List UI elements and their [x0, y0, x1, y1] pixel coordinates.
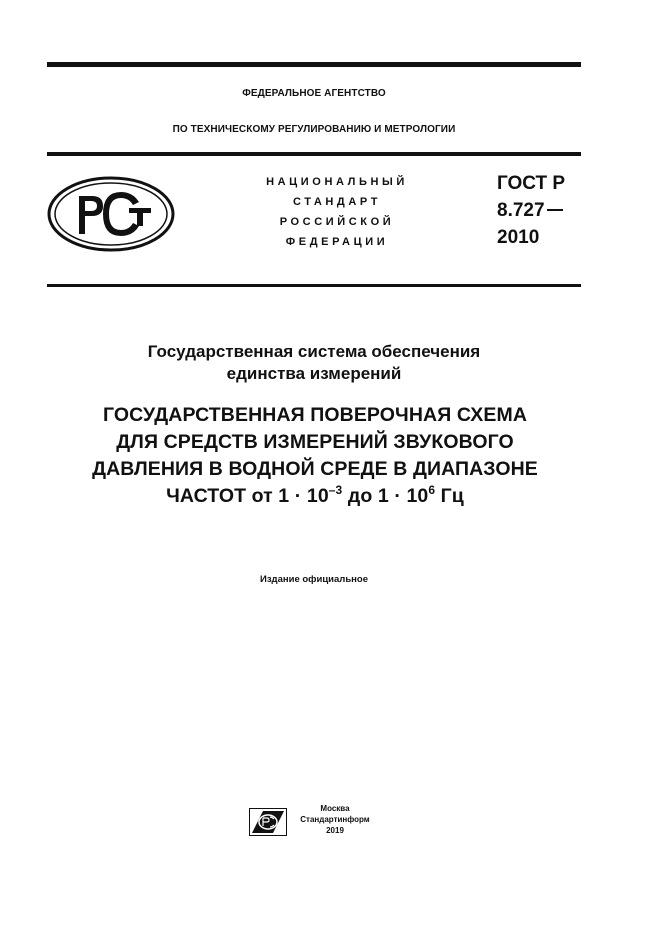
code-dash: [547, 209, 563, 211]
standard-type-line4: ФЕДЕРАЦИИ: [285, 236, 389, 248]
title-line1: ГОСУДАРСТВЕННАЯ ПОВЕРОЧНАЯ СХЕМА: [102, 404, 528, 426]
standard-code-line3: 2010: [497, 227, 540, 248]
document-title: [40, 402, 590, 510]
middle-rule: [47, 152, 581, 156]
bottom-rule: [47, 284, 581, 287]
title-line4-part1: ЧАСТОТ от 1 · 10: [166, 485, 329, 507]
agency-name-line2: ПО ТЕХНИЧЕСКОМУ РЕГУЛИРОВАНИЮ И МЕТРОЛОГИИ: [172, 124, 456, 135]
publisher-name: Стандартинформ: [300, 815, 370, 824]
title-line3: ДАВЛЕНИЯ В ВОДНОЙ СРЕДЕ В ДИАПАЗОНЕ: [92, 458, 538, 480]
title-exponent-1: –3: [328, 482, 343, 497]
standard-code-line2-wrap: [497, 197, 565, 224]
standard-type-line1: НАЦИОНАЛЬНЫЙ: [266, 176, 408, 188]
standartinform-logo-icon: [249, 808, 287, 836]
standard-code: [497, 170, 565, 251]
standard-code-line1: ГОСТ Р: [497, 173, 566, 194]
edition-note: Издание официальное: [260, 574, 368, 585]
title-line4: [40, 483, 590, 510]
title-line4-part3: Гц: [435, 485, 464, 507]
title-line2: ДЛЯ СРЕДСТВ ИЗМЕРЕНИЙ ЗВУКОВОГО: [116, 431, 514, 453]
publisher-city: Москва: [320, 804, 350, 813]
standard-type-line2: СТАНДАРТ: [292, 196, 382, 208]
top-rule: [47, 62, 581, 67]
title-line4-part2: до 1 · 10: [342, 485, 429, 507]
title-exponent-2: 6: [428, 482, 436, 497]
document-subtitle: [47, 341, 581, 385]
gost-r-emblem-icon: [47, 176, 175, 252]
subtitle-line1: Государственная система обеспечения: [147, 342, 481, 361]
agency-name-line1: ФЕДЕРАЛЬНОЕ АГЕНТСТВО: [242, 88, 386, 99]
standard-type-line3: РОССИЙСКОЙ: [279, 216, 395, 228]
standard-code-line2: 8.727: [497, 200, 545, 221]
standard-type: [232, 172, 442, 252]
publisher-year: 2019: [326, 826, 344, 835]
publisher-info: [295, 803, 375, 836]
subtitle-line2: единства измерений: [226, 364, 402, 383]
